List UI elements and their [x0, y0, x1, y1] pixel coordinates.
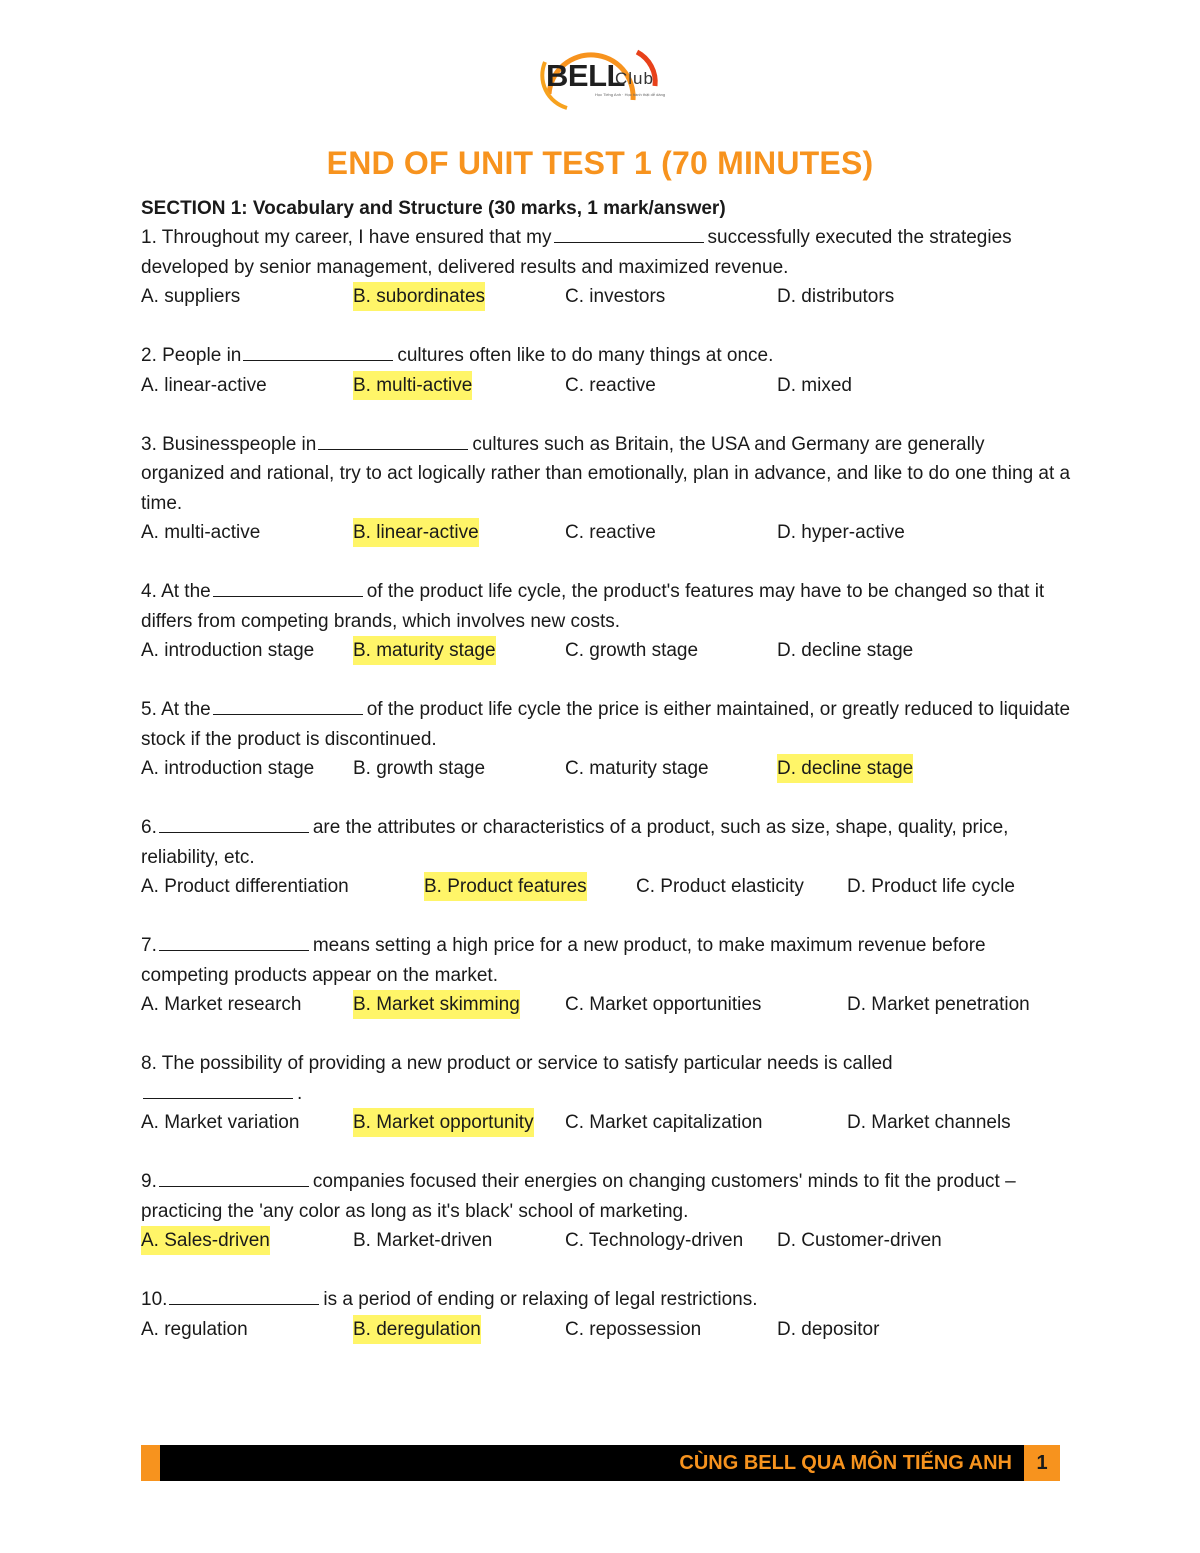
option-d-correct: D. decline stage — [777, 754, 913, 783]
option-d: D. Market channels — [847, 1112, 1011, 1133]
option-d: D. mixed — [777, 374, 852, 396]
question-stem: 8. The possibility of providing a new product or service to satisfy particular needs is called — [141, 1053, 893, 1074]
option-a: A. introduction stage — [141, 758, 315, 779]
question-text — [141, 931, 1071, 990]
option-b-correct: B. Product features — [424, 872, 587, 901]
option-d: D. Customer-driven — [777, 1230, 942, 1251]
footer — [141, 1445, 1060, 1481]
option-c: C. investors — [565, 286, 666, 307]
question-stem: 5. At the — [141, 699, 211, 720]
question-1 — [141, 223, 1071, 311]
question-3 — [141, 430, 1071, 548]
section-title — [141, 194, 1071, 223]
question-stem-end: cultures such as Britain, the USA and Germany are generally organized and rational, try to act logically rather than emotionally, plan in advance, and like to do one thing at a time. — [141, 433, 1071, 514]
page-title: END OF UNIT TEST 1 (70 MINUTES) — [326, 145, 874, 181]
answer-blank — [213, 697, 363, 715]
logo-brand: BELL — [546, 58, 625, 93]
option-c: C. reactive — [565, 374, 656, 396]
option-row — [141, 518, 1071, 547]
page-number: 1 — [1024, 1445, 1060, 1481]
option-a: A. Product differentiation — [141, 876, 349, 897]
answer-blank — [243, 343, 393, 361]
question-text — [141, 1167, 1071, 1226]
option-a: A. introduction stage — [141, 640, 315, 661]
option-c: C. growth stage — [565, 640, 699, 661]
logo-tagline: Học Tiếng Anh · Học hành thật dễ dàng — [595, 92, 666, 97]
option-row — [141, 872, 1071, 901]
option-c: C. maturity stage — [565, 758, 709, 779]
question-text — [141, 341, 1071, 371]
option-row — [141, 1315, 1071, 1344]
option-a: A. Market variation — [141, 1112, 300, 1133]
option-c: C. Market capitalization — [565, 1112, 763, 1133]
question-stem: 2. People in — [141, 345, 242, 366]
option-c: C. Product elasticity — [636, 876, 804, 897]
option-d: D. decline stage — [777, 640, 914, 661]
section-description: Vocabulary and Structure (30 marks, 1 mark/answer) — [247, 198, 726, 219]
question-text — [141, 1285, 1071, 1315]
answer-blank — [318, 432, 468, 450]
answer-blank — [554, 225, 704, 243]
option-b-correct: B. deregulation — [353, 1315, 481, 1344]
option-d: D. depositor — [777, 1318, 880, 1340]
option-a: A. suppliers — [141, 286, 241, 307]
question-text — [141, 813, 1071, 872]
option-d: D. distributors — [777, 286, 895, 307]
test-content — [141, 194, 1071, 1374]
question-list — [141, 223, 1071, 1344]
question-10 — [141, 1285, 1071, 1344]
answer-blank — [169, 1287, 319, 1305]
option-row — [141, 636, 1071, 665]
option-d: D. Market penetration — [847, 994, 1030, 1015]
option-a: A. linear-active — [141, 374, 267, 396]
option-row — [141, 371, 1071, 400]
question-stem-end: of the product life cycle the price is either maintained, or greatly reduced to liquidate stock if the product is discontinued. — [141, 699, 1071, 750]
question-stem-end: cultures often like to do many things at once. — [397, 345, 774, 366]
option-c: C. Technology-driven — [565, 1230, 744, 1251]
option-b-correct: B. maturity stage — [353, 636, 496, 665]
question-2 — [141, 341, 1071, 400]
question-stem: 10. — [141, 1289, 168, 1310]
bell-club-logo — [537, 42, 666, 112]
option-row — [141, 1226, 1071, 1255]
question-stem-end: successfully executed the strategies developed by senior management, delivered results and maximized revenue. — [141, 227, 1012, 278]
option-b-correct: B. Market opportunity — [353, 1108, 534, 1137]
option-row — [141, 1108, 1071, 1137]
option-a: A. regulation — [141, 1318, 248, 1340]
question-stem-end: is a period of ending or relaxing of legal restrictions. — [323, 1289, 758, 1310]
footer-text: CÙNG BELL QUA MÔN TIẾNG ANH — [160, 1445, 1024, 1481]
answer-blank — [159, 815, 309, 833]
question-stem-end: companies focused their energies on changing customers' minds to fit the product – practicing the 'any color as long as it's black' school of marketing. — [141, 1171, 1016, 1222]
option-b-correct: B. multi-active — [353, 371, 472, 400]
option-d: D. hyper-active — [777, 522, 905, 543]
question-5 — [141, 695, 1071, 783]
footer-accent — [141, 1445, 160, 1481]
question-stem-end: are the attributes or characteristics of a product, such as size, shape, quality, price, reliability, etc. — [141, 817, 1009, 868]
option-row — [141, 282, 1071, 311]
option-b-correct: B. subordinates — [353, 282, 485, 311]
question-text — [141, 1049, 1071, 1108]
option-b: B. Market-driven — [353, 1230, 493, 1251]
question-9 — [141, 1167, 1071, 1255]
option-a-correct: A. Sales-driven — [141, 1226, 270, 1255]
answer-blank — [159, 1169, 309, 1187]
question-text — [141, 695, 1071, 754]
section-label: SECTION 1: — [141, 198, 248, 219]
option-b-correct: B. linear-active — [353, 518, 479, 547]
option-b: B. growth stage — [353, 758, 486, 779]
answer-blank — [143, 1081, 293, 1099]
answer-blank — [213, 579, 363, 597]
question-stem: 3. Businesspeople in — [141, 433, 317, 455]
option-c: C. repossession — [565, 1318, 702, 1340]
question-text — [141, 430, 1071, 519]
question-stem: 4. At the — [141, 581, 211, 602]
option-row — [141, 754, 1071, 783]
option-c: C. Market opportunities — [565, 994, 762, 1015]
question-4 — [141, 577, 1071, 665]
question-stem: 9. — [141, 1171, 157, 1192]
question-stem-end: . — [297, 1082, 303, 1104]
question-stem: 7. — [141, 935, 157, 956]
option-d: D. Product life cycle — [847, 876, 1015, 897]
question-6 — [141, 813, 1071, 901]
question-text — [141, 577, 1071, 636]
question-8 — [141, 1049, 1071, 1137]
option-row — [141, 990, 1071, 1019]
option-a: A. Market research — [141, 994, 302, 1015]
question-stem-end: means setting a high price for a new product, to make maximum revenue before competing products appear on the market. — [141, 935, 986, 986]
question-stem: 6. — [141, 817, 157, 838]
answer-blank — [159, 933, 309, 951]
question-7 — [141, 931, 1071, 1019]
option-c: C. reactive — [565, 522, 656, 543]
option-a: A. multi-active — [141, 522, 261, 543]
question-text — [141, 223, 1071, 282]
logo-sub: Club — [615, 69, 654, 88]
question-stem: 1. Throughout my career, I have ensured that my — [141, 227, 552, 248]
question-stem-end: of the product life cycle, the product's features may have to be changed so that it differs from competing brands, which involves new costs. — [141, 581, 1045, 632]
option-b-correct: B. Market skimming — [353, 990, 520, 1019]
